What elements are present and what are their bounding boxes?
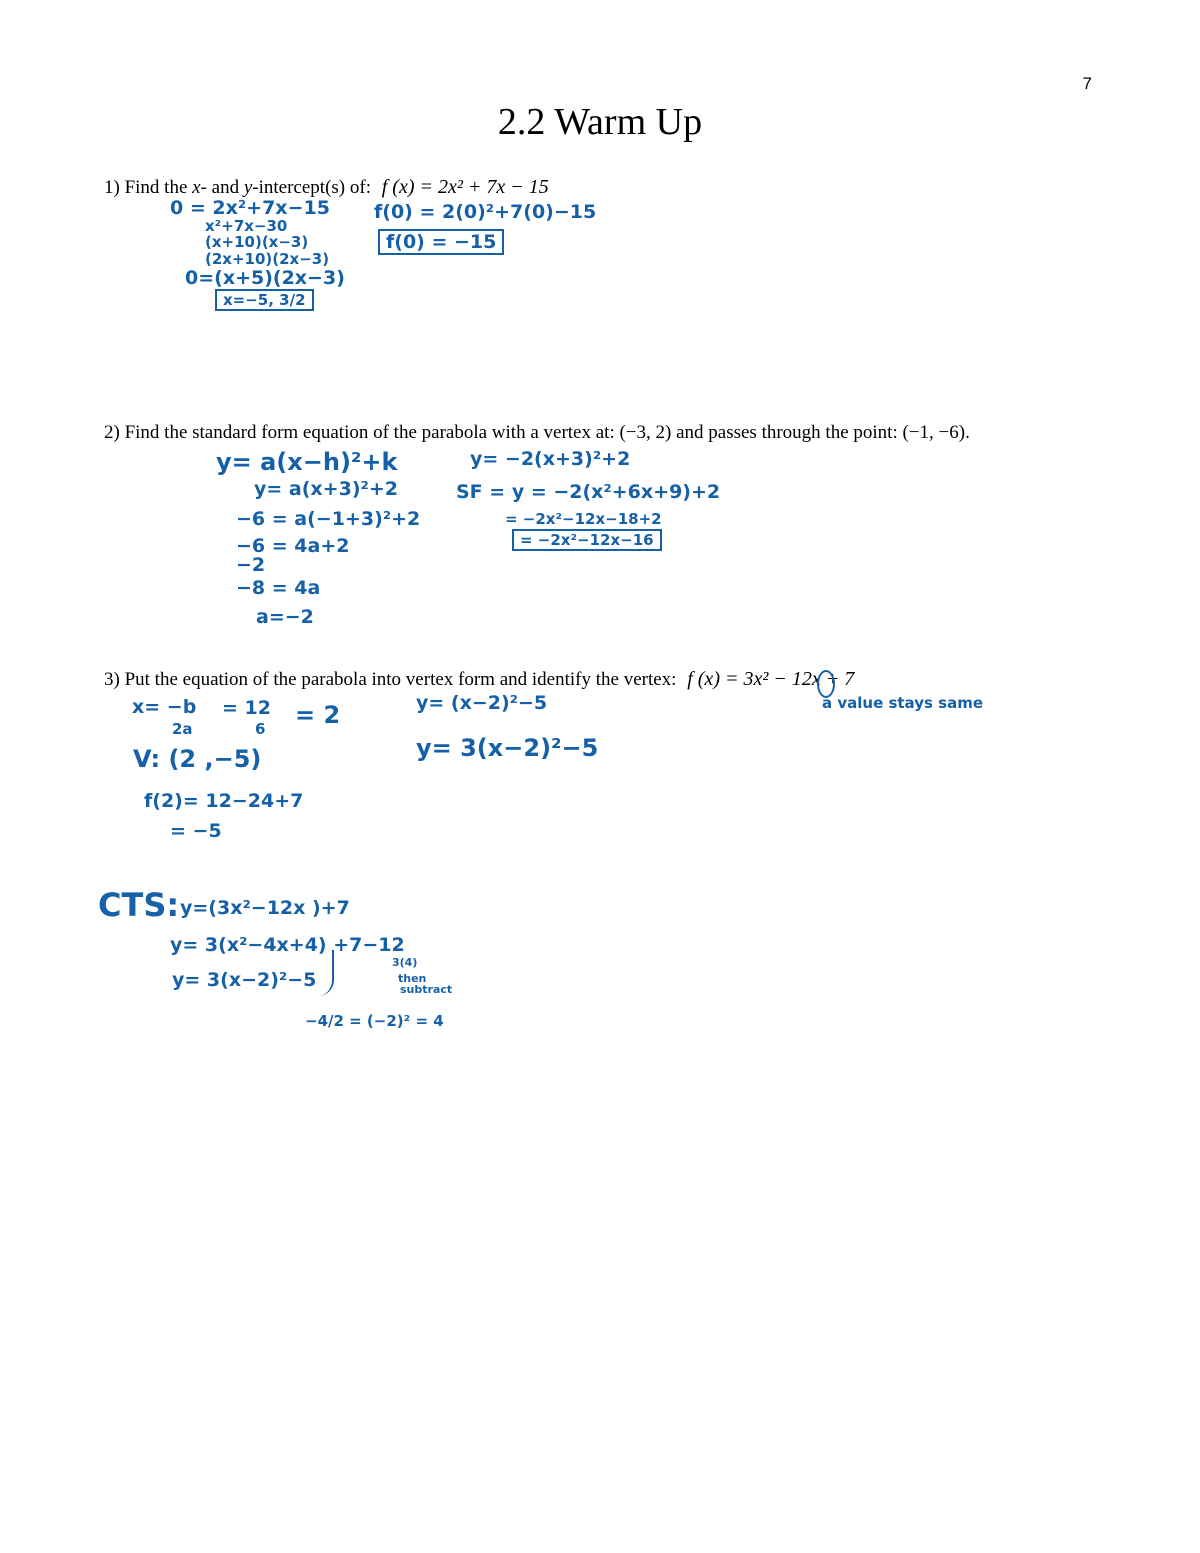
q2-work-line: y= a(x+3)²+2 [254,478,398,500]
q3-work-line: V: (2 ,−5) [133,745,262,773]
q2-work-line: y= a(x−h)²+k [216,448,398,476]
question-1-pre: 1) Find the [104,177,193,198]
q2-work-line: = −2x²−12x−18+2 [505,510,662,528]
q2-work-line: −8 = 4a [236,577,321,599]
cts-work-line: y= 3(x−2)²−5 [172,969,317,991]
q2-work-line: −6 = a(−1+3)²+2 [236,508,421,530]
cts-brace [312,950,334,996]
q3-work-line: = 12 [222,697,271,719]
question-1-var-x: x [192,177,201,198]
question-2: 2) Find the standard form equation of the parabola with a vertex at: (−3, 2) and passes through the point: (−1, −6). [104,422,970,443]
question-3 [104,668,854,691]
page-number: 7 [1082,74,1092,93]
question-1-var-y: y [243,177,253,198]
question-3-equation: f (x) = 3x² − 12x + 7 [687,668,855,690]
q3-work-line: f(2)= 12−24+7 [144,790,304,812]
cts-work-line: −4/2 = (−2)² = 4 [305,1012,444,1030]
q1-work-line: 0=(x+5)(2x−3) [185,267,345,289]
q3-work-line: 6 [255,720,266,738]
q3-note: a value stays same [822,694,984,712]
q2-answer-box: = −2x²−12x−16 [512,529,662,551]
q1-work-line: 0 = 2x²+7x−15 [170,197,330,219]
q2-work-line: SF = y = −2(x²+6x+9)+2 [456,481,721,503]
question-1-equation: f (x) = 2x² + 7x − 15 [381,176,549,198]
cts-note: 3(4) [392,956,418,969]
q2-work-line: −2 [236,554,266,576]
q1-answer-box: x=−5, 3/2 [215,289,314,311]
q3-work-line: x= −b [132,696,197,718]
cts-label: CTS: [98,886,180,924]
q2-work-line: y= −2(x+3)²+2 [470,448,631,470]
q2-work-line: a=−2 [256,606,314,628]
q3-work-line: 2a [172,720,193,738]
cts-note: then [398,972,427,985]
q3-work-line: y= (x−2)²−5 [416,692,548,714]
q3-work-line: = −5 [170,820,222,842]
question-1 [104,176,549,199]
q3-work-line: y= 3(x−2)²−5 [416,734,599,762]
cts-work-line: y=(3x²−12x )+7 [180,897,350,919]
q2-work-line: −6 = 4a+2 [236,535,350,557]
q1-work-line: f(0) = 2(0)²+7(0)−15 [374,201,597,223]
q1-answer-box: f(0) = −15 [378,229,504,255]
q1-work-line: x²+7x−30 [205,217,288,235]
cts-note: subtract [400,983,453,996]
question-1-post: -intercept(s) of: [252,177,371,198]
cts-work-line: y= 3(x²−4x+4) +7−12 [170,934,405,956]
q3-work-line: = 2 [295,701,341,729]
q1-work-line: (2x+10)(2x−3) [205,250,330,268]
q1-work-line: (x+10)(x−3) [205,233,309,251]
question-1-mid: - and [200,177,244,198]
question-3-text: 3) Put the equation of the parabola into vertex form and identify the vertex: [104,669,677,690]
page-title: 2.2 Warm Up [497,101,703,143]
